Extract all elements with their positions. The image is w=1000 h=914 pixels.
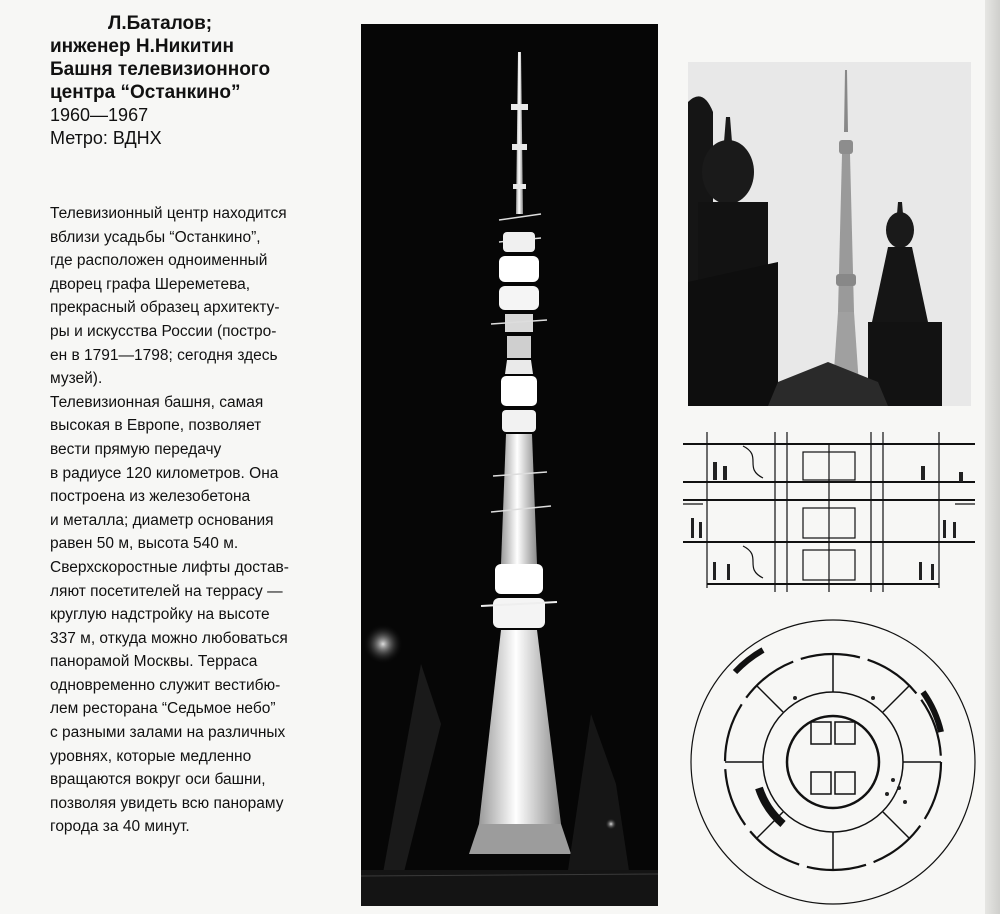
engineer-name: инженер Н.Никитин — [50, 36, 234, 57]
body-line: города за 40 минут. — [50, 818, 190, 836]
body-line: прекрасный образец архитекту- — [50, 299, 280, 317]
article-body — [50, 202, 345, 839]
page-edge-shadow — [985, 0, 1000, 914]
body-line: одновременно служит вестибю- — [50, 676, 281, 694]
tower-night-photo — [361, 24, 658, 906]
body-line: вращаются вокруг оси башни, — [50, 771, 266, 789]
body-line: круглую надстройку на высоте — [50, 606, 270, 624]
construction-years: 1960—1967 — [50, 105, 149, 125]
body-line: уровнях, которые медленно — [50, 747, 252, 765]
body-line: Телевизионный центр находится — [50, 205, 287, 222]
author-name: Л.Баталов; — [108, 13, 213, 34]
tower-with-church-domes-photo — [688, 62, 971, 406]
body-line: позволяя увидеть всю панораму — [50, 794, 284, 812]
body-line: Сверхскоростные лифты достав- — [50, 558, 289, 576]
metro-station: Метро: ВДНХ — [50, 128, 162, 148]
body-line: ры и искусства России (постро- — [50, 322, 277, 340]
body-line: ен в 1791—1798; сегодня здесь — [50, 346, 278, 364]
body-line: равен 50 м, высота 540 м. — [50, 535, 239, 553]
observation-deck-section-drawing — [683, 432, 975, 592]
observation-deck-plan-drawing — [683, 612, 983, 912]
body-line: Телевизионная башня, самая — [50, 393, 264, 411]
body-line: построена из железобетона — [50, 488, 251, 506]
body-line: вести прямую передачу — [50, 440, 222, 458]
body-line: музей). — [50, 370, 103, 388]
body-line: где расположен одноименный — [50, 252, 268, 270]
body-line: с разными залами на различных — [50, 724, 286, 742]
body-line: высокая в Европе, позволяет — [50, 417, 262, 435]
body-line: вблизи усадьбы “Останкино”, — [50, 228, 261, 246]
section-drawing-illustration — [683, 432, 975, 592]
body-line: ляют посетителей на террасу — — [50, 582, 283, 600]
title-line-1: Башня телевизионного — [50, 59, 271, 80]
body-line: лем ресторана “Седьмое небо” — [50, 700, 276, 718]
tower-day-illustration — [688, 62, 971, 406]
body-line: панорамой Москвы. Терраса — [50, 653, 258, 671]
title-line-2: центра “Останкино” — [50, 82, 241, 103]
body-line: в радиусе 120 километров. Она — [50, 464, 279, 482]
body-line: дворец графа Шереметева, — [50, 275, 251, 293]
body-line: и металла; диаметр основания — [50, 511, 274, 529]
body-line: 337 м, откуда можно любоваться — [50, 629, 288, 647]
article-header — [50, 12, 340, 150]
plan-drawing-illustration — [683, 612, 983, 912]
tower-night-illustration — [361, 24, 658, 906]
